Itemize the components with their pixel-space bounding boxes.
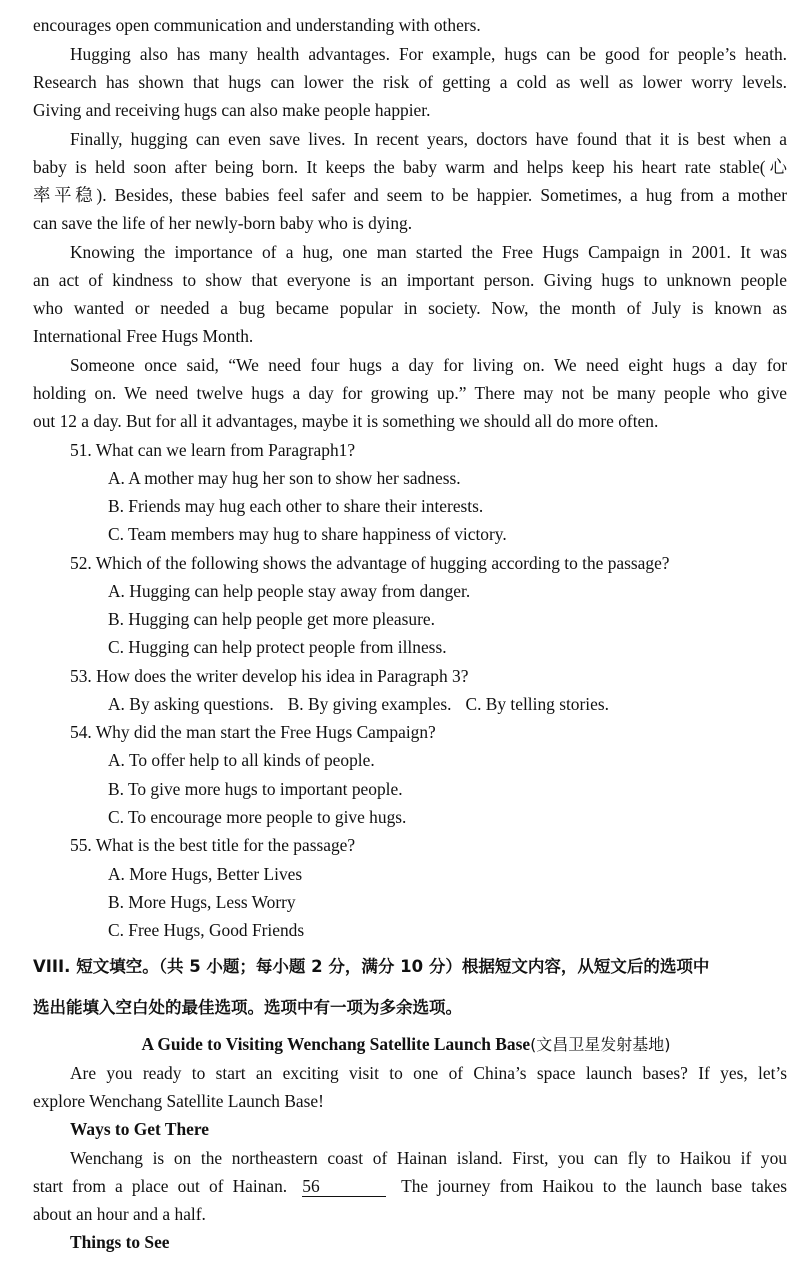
ways-line: about an hour and a half.: [33, 1204, 206, 1224]
paragraph-4-line: an act of kindness to show that everyone is an important person. Giving hugs to unknown people: [33, 270, 787, 290]
passage-title-en: A Guide to Visiting Wenchang Satellite Launch Base: [141, 1034, 531, 1054]
blank-56[interactable]: 56: [302, 1176, 386, 1197]
question-52: 52. Which of the following shows the advantage of hugging according to the passage?: [70, 553, 670, 573]
question-52-option-c: C. Hugging can help protect people from illness.: [108, 637, 447, 657]
question-53-option-c: C. By telling stories.: [465, 694, 609, 714]
paragraph-4-line: who wanted or needed a bug became popular in society. Now, the month of July is known as: [33, 298, 787, 318]
question-55-option-c: C. Free Hugs, Good Friends: [108, 920, 305, 940]
ways-text-after-blank: The journey from Haikou to the launch base takes: [401, 1176, 787, 1196]
intro-line: explore Wenchang Satellite Launch Base!: [33, 1091, 324, 1111]
question-54-option-b: B. To give more hugs to important people.: [108, 779, 403, 799]
question-52-option-a: A. Hugging can help people stay away from danger.: [108, 581, 471, 601]
ways-line: Wenchang is on the northeastern coast of Hainan island. First, you can fly to Haikou if you: [70, 1148, 787, 1168]
question-53: 53. How does the writer develop his idea in Paragraph 3?: [70, 666, 469, 686]
ways-text-before-blank: start from a place out of Hainan.: [33, 1176, 288, 1196]
question-53-option-b: B. By giving examples.: [287, 694, 452, 714]
paragraph-5-line: holding on. We need twelve hugs a day for growing up.” There may not be many people who give: [33, 383, 787, 403]
intro-line: Are you ready to start an exciting visit to one of China’s space launch bases? If yes, let’s: [70, 1063, 787, 1083]
paragraph-2-line: Hugging also has many health advantages. For example, hugs can be good for people’s heath.: [70, 44, 787, 64]
paragraph-2-line: Research has shown that hugs can lower the risk of getting a cold as well as lower worry levels.: [33, 72, 787, 92]
section-8-instruction: VIII. 短文填空。（共 5 小题；每小题 2 分，满分 10 分）根据短文内容，从短文后的选项中: [33, 957, 710, 976]
question-55-option-a: A. More Hugs, Better Lives: [108, 864, 303, 884]
passage-title: [0, 1030, 812, 1059]
heading-things-to-see: Things to See: [70, 1232, 170, 1252]
question-55-option-b: B. More Hugs, Less Worry: [108, 892, 296, 912]
question-55: 55. What is the best title for the passage?: [70, 835, 356, 855]
question-54-option-c: C. To encourage more people to give hugs.: [108, 807, 407, 827]
paragraph-3-line: 率平稳). Besides, these babies feel safer and seem to be happier. Sometimes, a hug from a mother: [33, 185, 787, 205]
question-51-option-c: C. Team members may hug to share happiness of victory.: [108, 524, 507, 544]
paragraph-2-line: Giving and receiving hugs can also make people happier.: [33, 100, 431, 120]
paragraph-5-line: Someone once said, “We need four hugs a day for living on. We need eight hugs a day for: [70, 355, 787, 375]
question-51-option-b: B. Friends may hug each other to share their interests.: [108, 496, 484, 516]
paragraph-3-line: can save the life of her newly-born baby who is dying.: [33, 213, 413, 233]
paragraph-4-line: International Free Hugs Month.: [33, 326, 254, 346]
ways-line-with-blank: [33, 1172, 787, 1200]
question-51-option-a: A. A mother may hug her son to show her sadness.: [108, 468, 461, 488]
question-53-options: [108, 690, 623, 718]
paragraph-4-line: Knowing the importance of a hug, one man started the Free Hugs Campaign in 2001. It was: [70, 242, 787, 262]
question-51: 51. What can we learn from Paragraph1?: [70, 440, 356, 460]
section-8-instruction-cont: 选出能填入空白处的最佳选项。选项中有一项为多余选项。: [33, 998, 462, 1017]
paragraph-3-line: Finally, hugging can even save lives. In recent years, doctors have found that it is best when a: [70, 129, 787, 149]
question-53-option-a: A. By asking questions.: [108, 694, 274, 714]
passage-title-cn: (文昌卫星发射基地): [530, 1035, 671, 1054]
paragraph-3-line: baby is held soon after being born. It keeps the baby warm and helps keep his heart rate stable(心: [33, 157, 787, 177]
question-54-option-a: A. To offer help to all kinds of people.: [108, 750, 375, 770]
question-52-option-b: B. Hugging can help people get more pleasure.: [108, 609, 435, 629]
heading-ways-to-get-there: Ways to Get There: [70, 1119, 209, 1139]
paragraph-1-end: encourages open communication and understanding with others.: [33, 15, 481, 35]
question-54: 54. Why did the man start the Free Hugs Campaign?: [70, 722, 436, 742]
paragraph-5-line: out 12 a day. But for all it advantages, maybe it is something we should all do more often.: [33, 411, 659, 431]
